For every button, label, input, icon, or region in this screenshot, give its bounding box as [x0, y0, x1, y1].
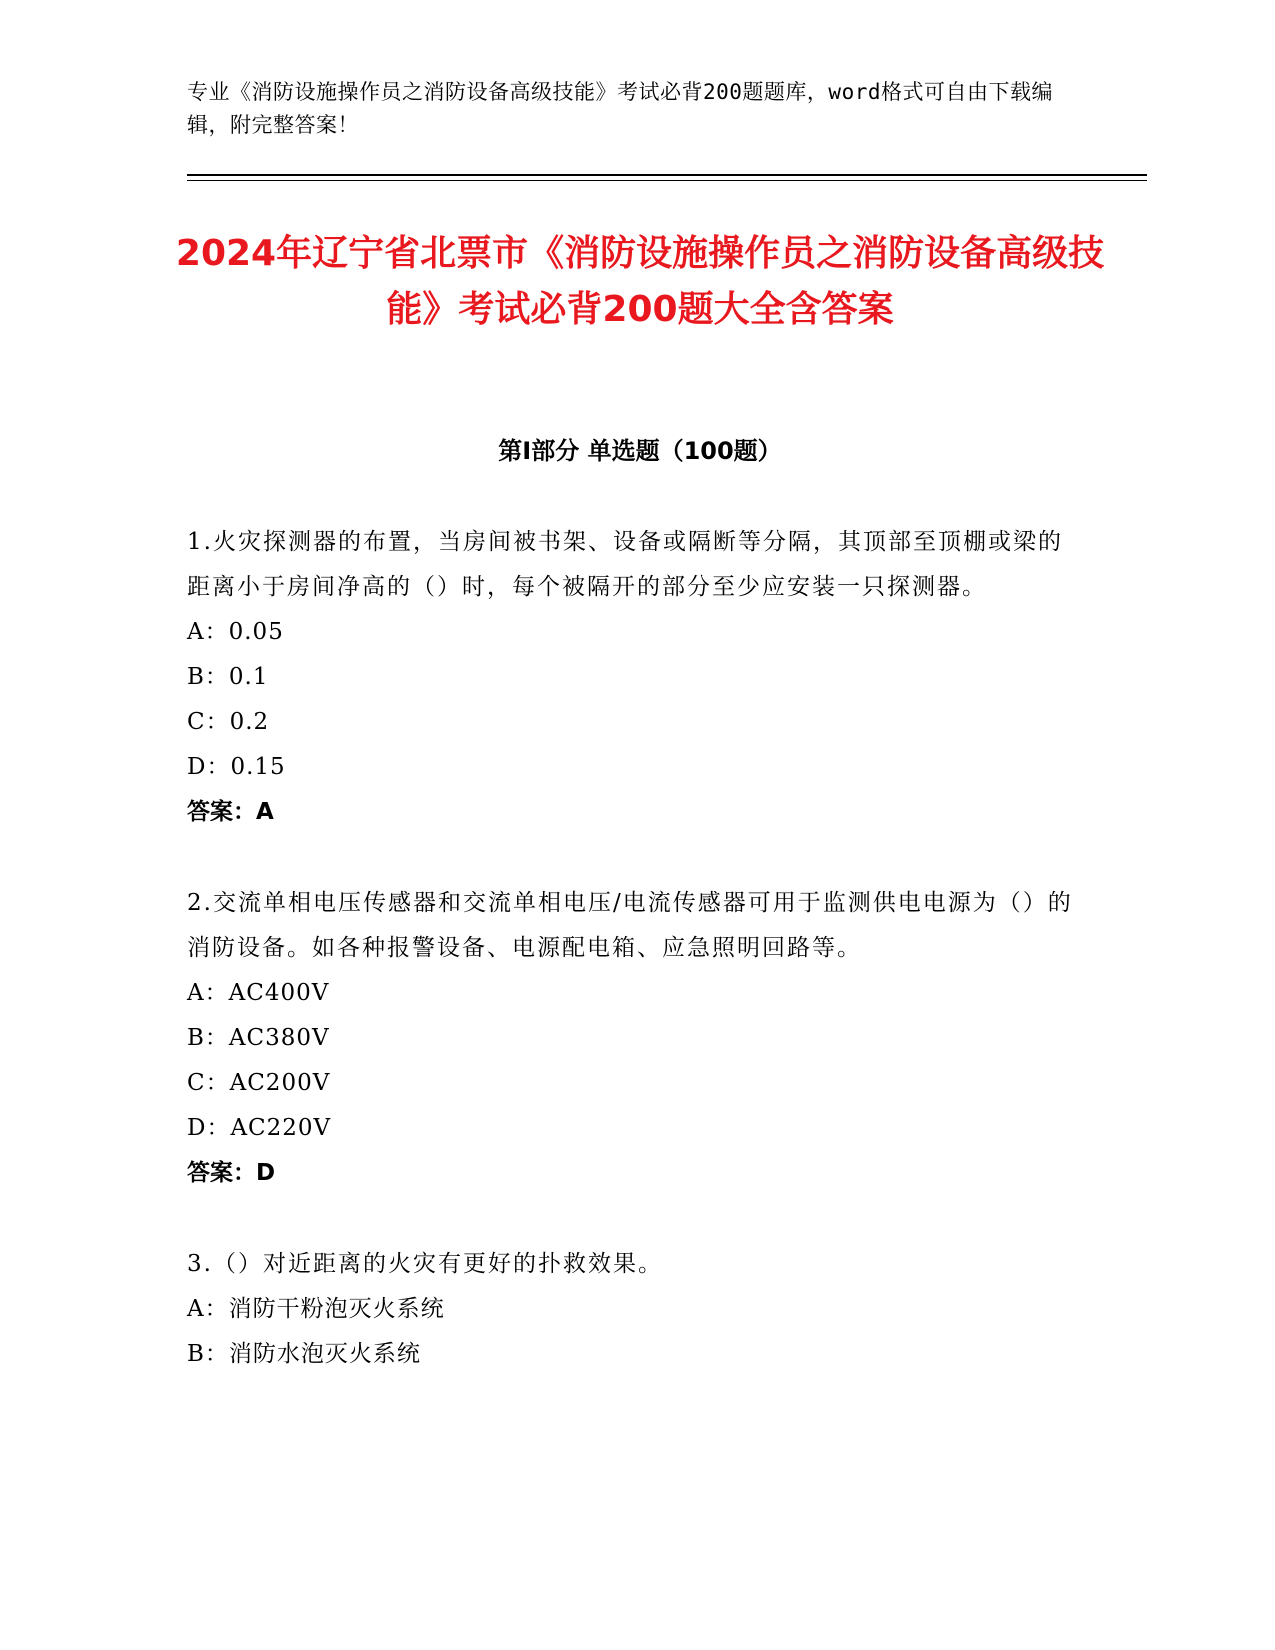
question-stem: 3.（）对近距离的火灾有更好的扑救效果。: [187, 1251, 663, 1277]
question-stem: 2.交流单相电压传感器和交流单相电压/电流传感器可用于监测供电电源为（）的消防设备。如各种报警设备、电源配电箱、应急照明回路等。: [187, 890, 1073, 961]
question-list: [187, 520, 1087, 1423]
question-2: [187, 881, 1087, 1196]
document-title: 2024年辽宁省北票市《消防设施操作员之消防设备高级技能》考试必背200题大全含答案: [175, 233, 1105, 330]
option-a: A：消防干粉泡灭火系统: [187, 1296, 445, 1322]
option-d: D：0.15: [187, 754, 286, 780]
option-b: B：消防水泡灭火系统: [187, 1341, 421, 1367]
option-a: A：0.05: [187, 619, 284, 645]
question-1: [187, 520, 1087, 835]
option-b: B：AC380V: [187, 1025, 330, 1051]
option-b: B：0.1: [187, 664, 269, 690]
option-c: C：0.2: [187, 709, 270, 735]
question-3: [187, 1242, 1087, 1377]
header-divider-thick: [187, 174, 1147, 176]
section-title: 第I部分 单选题（100题）: [498, 437, 782, 465]
header-note: 专业《消防设施操作员之消防设备高级技能》考试必背200题题库，word格式可自由下载编辑，附完整答案！: [187, 80, 1053, 137]
option-d: D：AC220V: [187, 1115, 332, 1141]
option-c: C：AC200V: [187, 1070, 331, 1096]
header-divider-thin: [187, 180, 1147, 181]
answer-line: 答案：D: [187, 1160, 276, 1186]
option-a: A：AC400V: [187, 980, 330, 1006]
question-stem: 1.火灾探测器的布置，当房间被书架、设备或隔断等分隔，其顶部至顶棚或梁的距离小于房间净高的（）时，每个被隔开的部分至少应安装一只探测器。: [187, 529, 1063, 600]
answer-line: 答案：A: [187, 799, 274, 825]
